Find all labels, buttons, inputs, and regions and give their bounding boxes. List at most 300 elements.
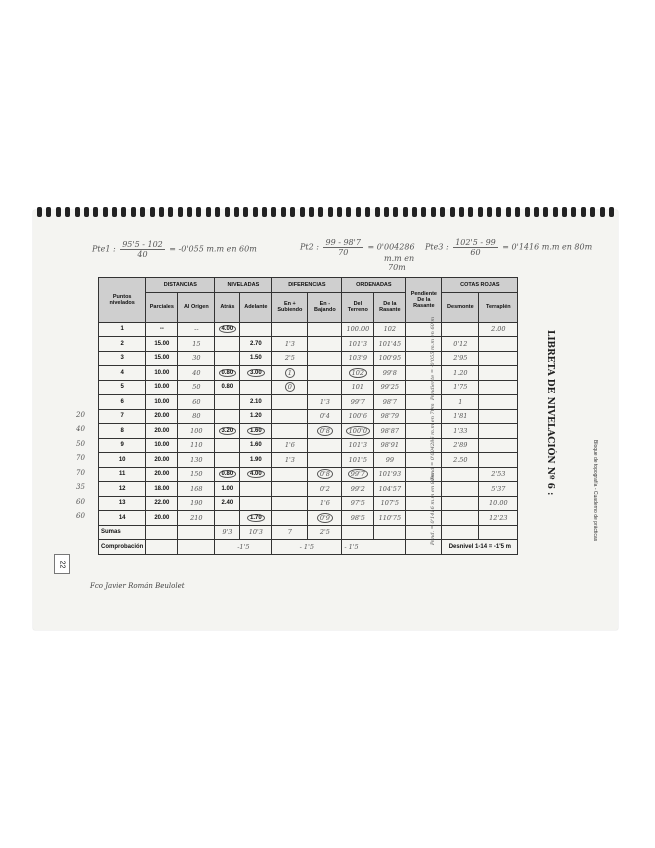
header-al-origen: Al Origen	[178, 292, 215, 322]
cell-parc-value: 20.00	[154, 427, 170, 434]
cell-terr-value: 99'2	[350, 484, 365, 493]
cell-terp	[479, 337, 518, 352]
cell-terr	[342, 351, 374, 366]
spiral-ring	[506, 207, 511, 217]
cell-desm	[442, 409, 479, 424]
spiral-ring	[496, 207, 501, 217]
cell-atras	[215, 467, 240, 482]
cell-ras	[374, 438, 406, 453]
cell-pendiente	[406, 511, 442, 526]
cell-orig	[178, 337, 215, 352]
cell-desm	[442, 424, 479, 439]
cell-baj-value: 1'3	[319, 397, 330, 406]
cell-p-value: 3	[120, 355, 124, 362]
spiral-ring	[300, 207, 305, 217]
spiral-ring	[168, 207, 173, 217]
spiral-ring	[159, 207, 164, 217]
cell-adel	[240, 409, 272, 424]
cell-pendiente	[406, 482, 442, 497]
cell-atras	[215, 322, 240, 337]
cell-baj	[308, 482, 342, 497]
header-puntos: Puntos nivelados	[99, 278, 146, 323]
cell-parc-value: 10.00	[154, 384, 170, 391]
cell-orig-value: 60	[192, 397, 201, 406]
table-row	[99, 366, 518, 381]
cell-orig	[178, 409, 215, 424]
cell-desm-value: 1	[458, 397, 463, 406]
cell-atras-value: 4.00	[219, 325, 237, 333]
cell-baj	[308, 511, 342, 526]
cell-parc-value: 20.00	[154, 471, 170, 478]
margin-note: 20	[76, 410, 85, 419]
cell-pendiente	[406, 453, 442, 468]
cell-sub	[272, 482, 308, 497]
cell-parc-value: 22.00	[154, 500, 170, 507]
spiral-ring	[440, 207, 445, 217]
cell-pendiente	[406, 395, 442, 410]
cell-ras	[374, 395, 406, 410]
cell-terr	[342, 409, 374, 424]
cell-sub	[272, 438, 308, 453]
cell-p	[99, 482, 146, 497]
cell-terr	[342, 424, 374, 439]
spiral-ring	[253, 207, 258, 217]
cell-sub	[272, 337, 308, 352]
cell-p	[99, 467, 146, 482]
pendiente-tramo-1: Pendiente = -0'055 m.m en 60 m	[430, 316, 436, 400]
spiral-ring	[590, 207, 595, 217]
cell-p	[99, 438, 146, 453]
cell-terr-value: 101'3	[348, 441, 368, 450]
spiral-ring	[196, 207, 201, 217]
cell-parc	[146, 322, 178, 337]
spiral-ring	[412, 207, 417, 217]
cell-parc	[146, 482, 178, 497]
spiral-ring	[93, 207, 98, 217]
cell-atras-value: 3.20	[219, 427, 237, 435]
cell-orig-value: 190	[190, 499, 203, 508]
cell-pendiente	[406, 351, 442, 366]
spiral-ring	[178, 207, 183, 217]
spiral-ring	[187, 207, 192, 217]
cell-terp-value: 12'23	[489, 513, 508, 522]
cell-desm-value: 1'75	[453, 383, 468, 392]
cell-terp	[479, 409, 518, 424]
cell-ras-value: 98'87	[380, 426, 400, 435]
cell-orig	[178, 496, 215, 511]
cell-sub-value: 1	[285, 368, 295, 378]
cell-terr-value: 102	[349, 368, 367, 378]
spiral-ring	[84, 207, 89, 217]
cell-terp-value: 10.00	[489, 499, 508, 508]
spiral-ring	[562, 207, 567, 217]
margin-note: 50	[76, 439, 85, 448]
cell-parc	[146, 511, 178, 526]
cell-pendiente	[406, 496, 442, 511]
table-row	[99, 496, 518, 511]
spiral-ring	[375, 207, 380, 217]
cell-sub-value: 1'6	[284, 441, 295, 450]
cell-parc-value: 20.00	[154, 514, 170, 521]
page-number: 22	[54, 554, 70, 574]
cell-p-value: 5	[120, 384, 124, 391]
cell-p	[99, 496, 146, 511]
cell-ras-value: 101'93	[378, 470, 402, 479]
header-cotas: COTAS ROJAS	[442, 278, 518, 293]
cell-ras	[374, 424, 406, 439]
cell-adel-value: 1.20	[250, 413, 262, 420]
cell-terp	[479, 395, 518, 410]
cell-baj	[308, 424, 342, 439]
cell-parc-value: 15.00	[154, 340, 170, 347]
cell-parc-value: 20.00	[154, 413, 170, 420]
cell-parc	[146, 496, 178, 511]
spiral-ring	[309, 207, 314, 217]
cell-adel	[240, 337, 272, 352]
cell-sub-value: 2'5	[284, 354, 295, 363]
spiral-ring	[553, 207, 558, 217]
table-row	[99, 453, 518, 468]
cell-ras-value: 100'95	[378, 354, 402, 363]
cell-sub	[272, 511, 308, 526]
cell-baj	[308, 467, 342, 482]
cell-atras-value: 0.80	[221, 384, 234, 391]
cell-terr-value: 99'7	[350, 397, 365, 406]
sumas-bajando: 2'5	[308, 525, 342, 540]
spiral-ring	[131, 207, 136, 217]
table-row	[99, 395, 518, 410]
cell-ras-value: 98'79	[380, 412, 400, 421]
cell-p	[99, 395, 146, 410]
cell-parc-value: 18.00	[154, 485, 170, 492]
cell-orig-value: 30	[192, 354, 201, 363]
cell-ras-value: 104'57	[378, 484, 402, 493]
cell-terr	[342, 511, 374, 526]
cell-parc	[146, 395, 178, 410]
header-subiendo: En + Subiendo	[272, 292, 308, 322]
cell-terp	[479, 453, 518, 468]
cell-ras-value: 99	[385, 455, 394, 464]
spiral-ring	[346, 207, 351, 217]
cell-terr-value: 98'5	[350, 513, 365, 522]
spiral-ring	[515, 207, 520, 217]
margin-note: 60	[76, 512, 85, 520]
cell-terr	[342, 467, 374, 482]
cell-pendiente	[406, 467, 442, 482]
cell-p	[99, 424, 146, 439]
spiral-ring	[243, 207, 248, 217]
cell-terp	[479, 322, 518, 337]
cell-terr	[342, 322, 374, 337]
spiral-ring	[271, 207, 276, 217]
cell-atras	[215, 351, 240, 366]
cell-baj	[308, 409, 342, 424]
header-terreno: Del Terreno	[342, 292, 374, 322]
cell-terr	[342, 453, 374, 468]
libreta-title: LIBRETA DE NIVELACIÓN Nº 6 :	[545, 330, 555, 496]
cell-desm-value: 0'12	[453, 339, 468, 348]
cell-adel	[240, 511, 272, 526]
header-atras: Atrás	[215, 292, 240, 322]
cell-ras	[374, 322, 406, 337]
cell-ras-value: 98'7	[382, 397, 397, 406]
table-row	[99, 467, 518, 482]
cell-pendiente	[406, 380, 442, 395]
cell-orig	[178, 395, 215, 410]
cell-orig	[178, 366, 215, 381]
cell-orig-value: 100	[190, 426, 203, 435]
cell-sub	[272, 409, 308, 424]
header-pendiente: Pendiente De la Rasante	[406, 278, 442, 323]
cell-pendiente	[406, 366, 442, 381]
pendiente-tramo-3: Pend. = 0'1416 m.m en 80m	[430, 473, 436, 545]
cell-terp	[479, 482, 518, 497]
cell-terr-value: 100'0	[346, 426, 370, 436]
cell-atras	[215, 380, 240, 395]
margin-note: 70	[76, 454, 85, 462]
margin-note: 35	[76, 483, 85, 491]
table-row	[99, 424, 518, 439]
cell-parc-value: --	[159, 326, 164, 333]
spiral-ring	[365, 207, 370, 217]
spiral-ring	[112, 207, 117, 217]
cell-terr-value: 100.00	[346, 325, 370, 334]
cell-terp	[479, 366, 518, 381]
cell-orig-value: 80	[192, 412, 201, 421]
cell-baj	[308, 322, 342, 337]
nivelacion-table	[98, 277, 518, 555]
cell-adel-value: 4.00	[247, 470, 265, 478]
cell-terr-value: 101	[351, 383, 365, 392]
cell-adel	[240, 467, 272, 482]
comprobacion-ordenadas: - 1'5	[342, 540, 406, 555]
cell-orig-value: --	[194, 325, 199, 334]
cell-pendiente	[406, 438, 442, 453]
header-bajando: En - Bajando	[308, 292, 342, 322]
libreta-subtitle: Bloque de topografía - Cuaderno de prácticas	[592, 440, 598, 542]
spiral-ring	[571, 207, 576, 217]
cell-baj	[308, 380, 342, 395]
cell-parc	[146, 380, 178, 395]
table-row	[99, 337, 518, 352]
cell-desm	[442, 380, 479, 395]
cell-p-value: 6	[120, 398, 124, 405]
cell-orig	[178, 453, 215, 468]
cell-adel	[240, 438, 272, 453]
cell-atras	[215, 482, 240, 497]
cell-p-value: 7	[120, 413, 124, 420]
cell-desm	[442, 496, 479, 511]
cell-ras-value: 110'75	[378, 513, 402, 522]
cell-adel	[240, 380, 272, 395]
cell-atras	[215, 453, 240, 468]
cell-terp	[479, 380, 518, 395]
cell-p	[99, 380, 146, 395]
cell-desm	[442, 351, 479, 366]
table-row	[99, 380, 518, 395]
cell-sub	[272, 380, 308, 395]
cell-terp	[479, 467, 518, 482]
spiral-ring	[281, 207, 286, 217]
cell-adel-value: 1.50	[250, 355, 262, 362]
cell-terr-value: 97'5	[350, 499, 365, 508]
spiral-ring	[421, 207, 426, 217]
cell-desm	[442, 467, 479, 482]
margin-note: 70	[76, 468, 85, 477]
cell-orig-value: 15	[192, 339, 201, 348]
cell-parc-value: 15.00	[154, 355, 170, 362]
table-row	[99, 322, 518, 337]
header-rasante: De la Rasante	[374, 292, 406, 322]
cell-ras-value: 101'45	[378, 339, 402, 348]
spiral-ring	[262, 207, 267, 217]
spiral-ring	[150, 207, 155, 217]
cell-terp-value: 2.00	[491, 325, 506, 334]
cell-parc-value: 10.00	[154, 369, 170, 376]
cell-adel-value: 1.90	[250, 456, 262, 463]
cell-adel	[240, 322, 272, 337]
cell-baj-value: 0'2	[319, 484, 330, 493]
cell-atras	[215, 337, 240, 352]
cell-parc	[146, 366, 178, 381]
cell-baj-value: 0'8	[317, 469, 333, 479]
cell-adel-value: 3.00	[247, 369, 265, 377]
spiral-ring	[215, 207, 220, 217]
cell-parc	[146, 453, 178, 468]
cell-adel	[240, 366, 272, 381]
cell-sub	[272, 467, 308, 482]
cell-pendiente	[406, 337, 442, 352]
cell-sub	[272, 395, 308, 410]
cell-atras	[215, 424, 240, 439]
cell-baj	[308, 351, 342, 366]
cell-orig	[178, 351, 215, 366]
cell-p-value: 13	[118, 500, 126, 507]
cell-adel	[240, 395, 272, 410]
cell-terp	[479, 438, 518, 453]
table-row	[99, 482, 518, 497]
spiral-binding	[33, 205, 618, 219]
cell-orig	[178, 438, 215, 453]
spiral-ring	[234, 207, 239, 217]
desnivel-total: Desnivel 1-14 = -1'5 m	[442, 540, 518, 555]
cell-terp-value: 5'37	[491, 484, 506, 493]
cell-ras	[374, 467, 406, 482]
cell-terr-value: 100'6	[348, 412, 368, 421]
formula-pte1: Pte1 : $\frac{95'5 - 102}{40}$ = -0'055 m.m en 60m	[92, 240, 257, 259]
cell-orig	[178, 467, 215, 482]
cell-adel-value: 2.10	[250, 398, 262, 405]
cell-desm	[442, 395, 479, 410]
cell-atras	[215, 496, 240, 511]
comprobacion-label: Comprobación	[99, 540, 146, 555]
cell-sub-value: 1'3	[284, 339, 295, 348]
cell-atras-value: 2.40	[221, 500, 234, 507]
cell-sub	[272, 453, 308, 468]
header-diferencias: DIFERENCIAS	[272, 278, 342, 293]
cell-parc-value: 10.00	[154, 398, 170, 405]
cell-parc	[146, 438, 178, 453]
spiral-ring	[600, 207, 605, 217]
cell-terp	[479, 496, 518, 511]
author-signature: Fco Javier Román Beulolet	[90, 582, 185, 590]
cell-baj	[308, 496, 342, 511]
cell-ras	[374, 511, 406, 526]
margin-note: 40	[76, 425, 85, 433]
cell-sub	[272, 366, 308, 381]
cell-atras-value: 0.80	[219, 470, 237, 478]
table-row	[99, 409, 518, 424]
spiral-ring	[121, 207, 126, 217]
spiral-ring	[487, 207, 492, 217]
cell-adel	[240, 424, 272, 439]
cell-p	[99, 351, 146, 366]
spiral-ring	[103, 207, 108, 217]
cell-orig	[178, 482, 215, 497]
cell-sub	[272, 322, 308, 337]
cell-ras	[374, 409, 406, 424]
cell-desm-value: 2.50	[453, 455, 468, 464]
cell-ras	[374, 366, 406, 381]
cell-atras	[215, 438, 240, 453]
spiral-ring	[459, 207, 464, 217]
spiral-ring	[56, 207, 61, 217]
cell-atras	[215, 366, 240, 381]
spiral-ring	[140, 207, 145, 217]
cell-pendiente	[406, 409, 442, 424]
table-row	[99, 438, 518, 453]
cell-terr	[342, 337, 374, 352]
cell-atras	[215, 395, 240, 410]
cell-atras-value: 1.00	[221, 485, 234, 492]
sumas-atras: 9'3	[215, 525, 240, 540]
cell-desm-value: 2'95	[453, 354, 468, 363]
cell-p-value: 10	[118, 456, 126, 463]
cell-desm-value: 1.20	[453, 368, 468, 377]
cell-baj-value: 0'4	[319, 412, 330, 421]
cell-p	[99, 366, 146, 381]
cell-p	[99, 322, 146, 337]
header-terraplen: Terraplén	[479, 292, 518, 322]
cell-desm	[442, 482, 479, 497]
spiral-ring	[328, 207, 333, 217]
cell-adel	[240, 453, 272, 468]
cell-ras-value: 99'25	[380, 383, 400, 392]
spiral-ring	[393, 207, 398, 217]
cell-ras	[374, 337, 406, 352]
table-row	[99, 511, 518, 526]
spiral-ring	[478, 207, 483, 217]
cell-p	[99, 453, 146, 468]
cell-baj-value: 0'8	[317, 426, 333, 436]
cell-desm	[442, 366, 479, 381]
cell-parc-value: 10.00	[154, 442, 170, 449]
cell-orig-value: 130	[190, 455, 203, 464]
sumas-label: Sumas	[99, 525, 146, 540]
cell-desm-value: 1'81	[453, 412, 468, 421]
cell-orig-value: 40	[192, 368, 201, 377]
formula-pte3: Pte3 : $\frac{102'5 - 99}{60}$ = 0'1416 m.m en 80m	[425, 238, 593, 257]
cell-desm	[442, 322, 479, 337]
cell-ras	[374, 482, 406, 497]
cell-orig	[178, 380, 215, 395]
cell-terr	[342, 482, 374, 497]
cell-orig	[178, 511, 215, 526]
spiral-ring	[46, 207, 51, 217]
spiral-ring	[75, 207, 80, 217]
cell-desm	[442, 438, 479, 453]
spiral-ring	[384, 207, 389, 217]
